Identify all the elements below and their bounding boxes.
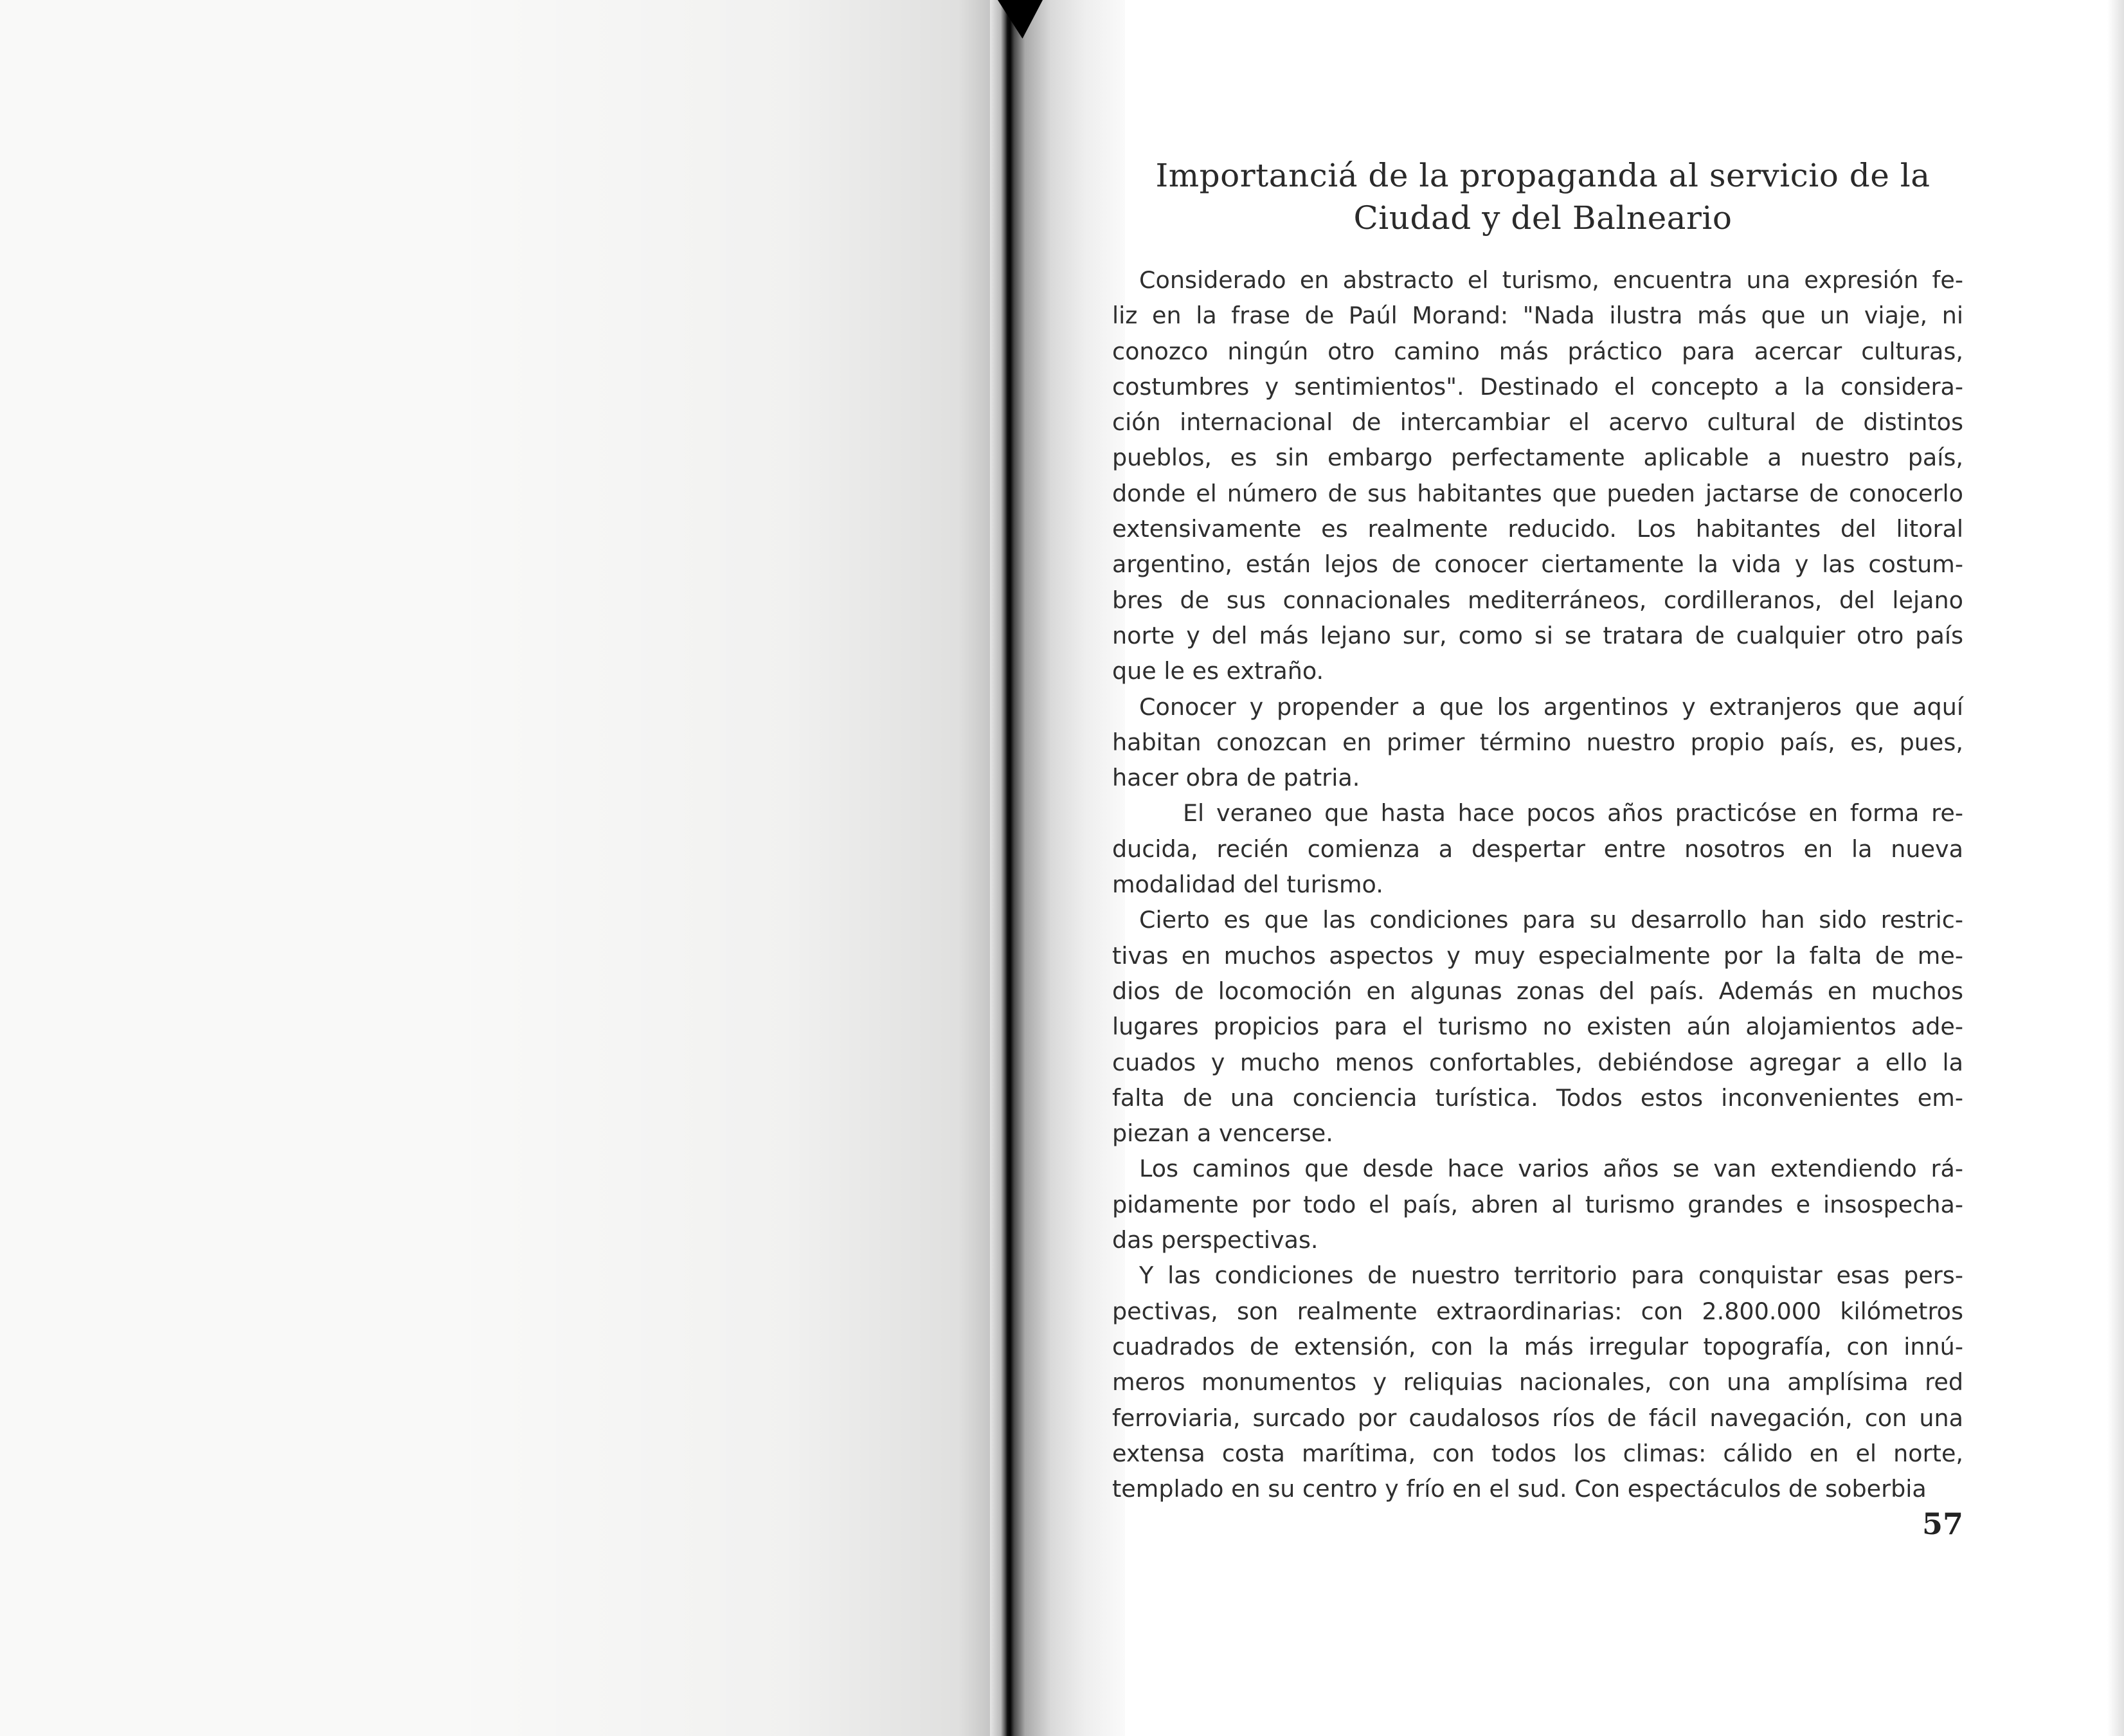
text-line: ferroviaria, surcado por caudalosos ríos de fácil navegación, con una [1112,1404,1963,1432]
chapter-title-line-2: Ciudad y del Balneario [1353,199,1733,237]
body-text [1112,262,1963,1506]
text-line: dios de locomoción en algunas zonas del país. Además en muchos [1112,977,1963,1005]
text-line: meros monumentos y reliquias nacionales, con una amplísima red [1112,1368,1963,1397]
text-line: bres de sus connacionales mediterráneos, cordilleranos, del lejano [1112,586,1963,614]
text-line: Y las condiciones de nuestro territorio para conquistar esas pers- [1139,1261,1963,1290]
chapter-title-line-1: Importanciá de la propaganda al servicio de la [1155,157,1931,194]
text-line: habitan conozcan en primer término nuestro propio país, es, pues, [1112,728,1963,756]
text-line: cuados y mucho menos confortables, debiéndose agregar a ello la [1112,1048,1963,1076]
text-line: cuadrados de extensión, con la más irregular topografía, con innú- [1112,1332,1963,1361]
text-line: falta de una conciencia turística. Todos estos inconvenientes em- [1112,1083,1963,1112]
text-line: Cierto es que las condiciones para su desarrollo han sido restric- [1139,906,1963,934]
text-line: conozco ningún otro camino más práctico para acercar culturas, [1112,337,1963,365]
text-line: extensa costa marítima, con todos los climas: cálido en el norte, [1112,1439,1963,1467]
text-line: hacer obra de patria. [1112,764,1360,792]
text-line: lugares propicios para el turismo no existen aún alojamientos ade- [1112,1013,1963,1041]
page-number: 57 [1922,1506,1963,1541]
paragraph [1112,262,1963,689]
text-line: piezan a vencerse. [1112,1119,1333,1148]
chapter-title [1119,154,1967,239]
left-page-shadow [450,0,1003,1736]
text-line: pidamente por todo el país, abren al turismo grandes e insospecha- [1112,1190,1963,1218]
text-line: tivas en muchos aspectos y muy especialmente por la falta de me- [1112,941,1963,970]
paragraph [1112,795,1963,902]
paragraph [1112,1151,1963,1258]
book-gutter [990,0,1125,1736]
text-line: pueblos, es sin embargo perfectamente aplicable a nuestro país, [1112,444,1963,472]
text-line: El veraneo que hasta hace pocos años practicóse en forma re- [1183,799,1963,827]
right-page-edge-shadow [2107,0,2124,1736]
text-line: liz en la frase de Paúl Morand: "Nada ilustra más que un viaje, ni [1112,302,1963,330]
text-line: que le es extraño. [1112,657,1324,685]
paragraph [1112,902,1963,1151]
paragraph [1112,1258,1963,1506]
text-line: argentino, están lejos de conocer ciertamente la vida y las costum- [1112,550,1963,579]
text-line: norte y del más lejano sur, como si se tratara de cualquier otro país [1112,621,1963,649]
text-line: ducida, recién comienza a despertar entre nosotros en la nueva [1112,835,1963,863]
text-line: Los caminos que desde hace varios años se van extendiendo rá- [1139,1155,1963,1183]
text-line: donde el número de sus habitantes que pueden jactarse de conocerlo [1112,479,1963,507]
text-line: costumbres y sentimientos". Destinado el concepto a la considera- [1112,372,1963,401]
paragraph [1112,689,1963,796]
text-line: das perspectivas. [1112,1226,1318,1254]
text-line: templado en su centro y frío en el sud. Con espectáculos de soberbia [1112,1475,1927,1503]
text-line: Considerado en abstracto el turismo, encuentra una expresión fe- [1139,266,1963,294]
text-line: modalidad del turismo. [1112,871,1383,899]
text-line: extensivamente es realmente reducido. Los habitantes del litoral [1112,515,1963,543]
text-line: pectivas, son realmente extraordinarias: con 2.800.000 kilómetros [1112,1297,1963,1325]
text-line: Conocer y propender a que los argentinos y extranjeros que aquí [1139,692,1963,721]
text-line: ción internacional de intercambiar el acervo cultural de distintos [1112,408,1963,437]
